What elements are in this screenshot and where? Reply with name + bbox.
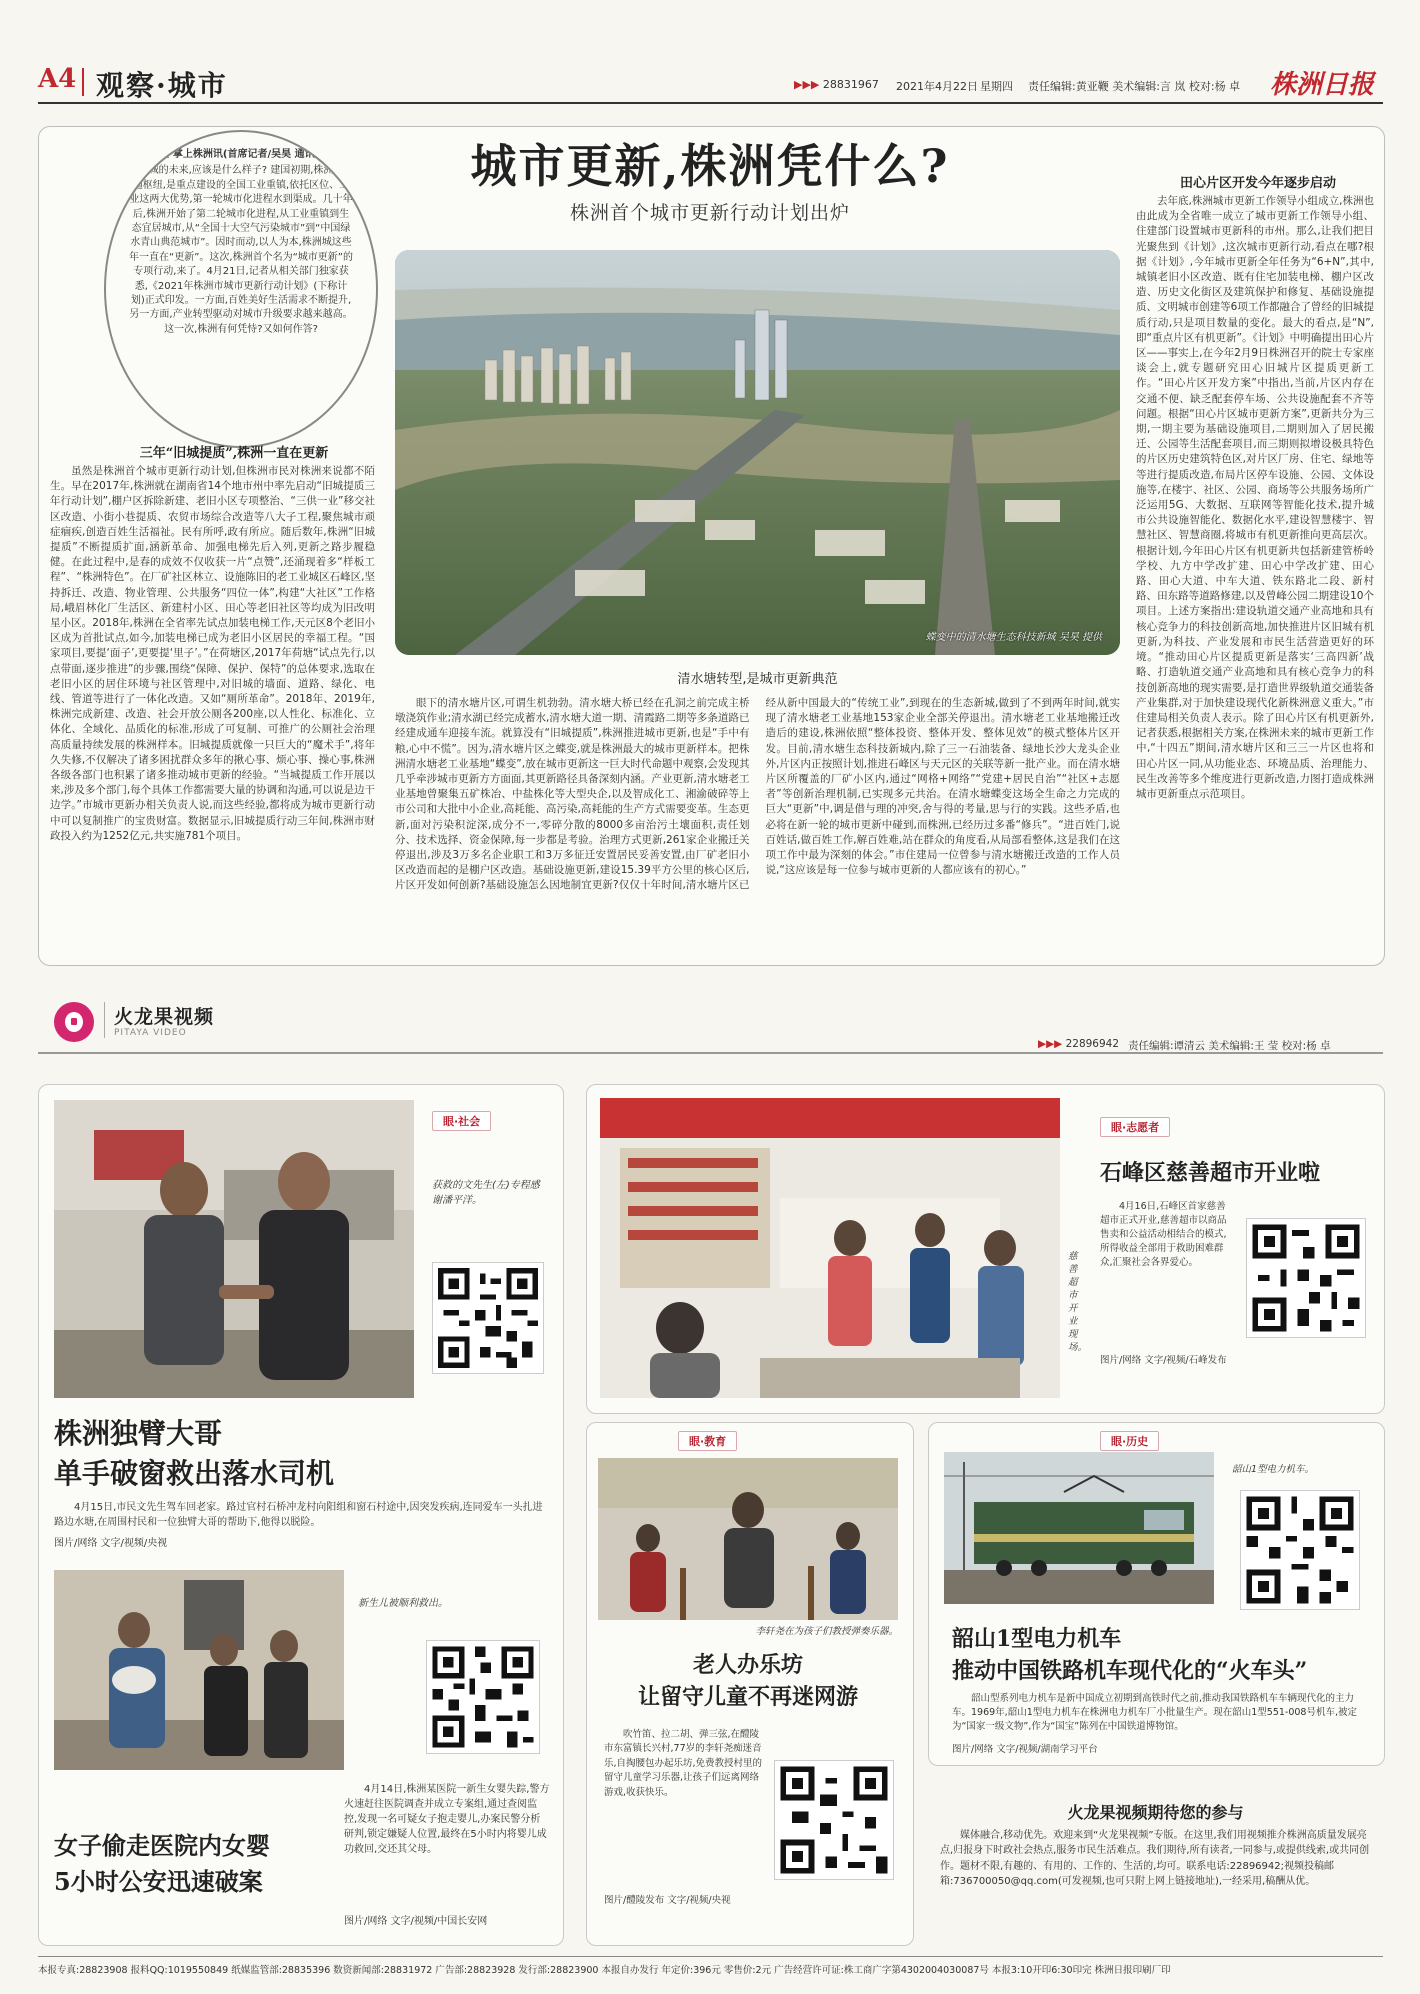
story5-credit: 图片/网络 文字/视频/中国长安网 (344, 1916, 488, 1927)
page-code: A4 (38, 64, 77, 94)
story4-credit: 图片/网络 文字/视频/湖南学习平台 (952, 1744, 1098, 1755)
story2-headline: 石峰区慈善超市开业啦 (1100, 1160, 1321, 1186)
header-rule (38, 102, 1383, 104)
paper-logo: 株洲日报 (1270, 70, 1375, 100)
lead-text: 株洲城的未来,应该是什么样子? 建国初期,株洲是交通枢纽,是重点建设的全国工业重镇,依托区位、工业这两大优势,第一轮城市化进程水到渠成。几十年后,株洲开始了第二轮城市化进程,从工业重镇到生态宜居城市,从“全国十大空气污染城市”到“中国绿水青山典范城市”。因时而动,以人为本,株洲城这些年一直在“更新”。这次,株洲首个名为“城市更新”的专项行动,来了。4月21日,记者从相关部门独家获悉,《2021年株洲市城市更新行动计划》(下称计划)正式印发。一方面,百姓美好生活需求不断提升,另一方面,产业转型驱动对城市升级要求越来越高。这一次,株洲有何凭恃?又如何作答? (128, 165, 354, 335)
pitaya-phone: ▶▶▶ 22896942 (1038, 1038, 1120, 1050)
story3-qr-code[interactable] (774, 1760, 894, 1880)
story5-headline1: 女子偷走医院内女婴 (54, 1831, 270, 1860)
triple-arrow-icon: ▶▶▶ (794, 78, 820, 91)
header-editors: 责任编辑:黄亚鞭 美术编辑:言 岚 校对:杨 卓 (1028, 80, 1241, 93)
story4-body: 韶山型系列电力机车是新中国成立初期到高铁时代之前,推动我国铁路机车车辆现代化的主力车。1969年,韶山1型电力机车在株洲电力机车厂小批量生产。现在韶山1型551-008号机车,被定为“国家一级文物”,作为“国宝”陈列在中国铁道博物馆。 (952, 1693, 1357, 1732)
pitaya-editors: 责任编辑:谭清云 美术编辑:王 莹 校对:杨 卓 (1128, 1040, 1331, 1052)
story4-qr-code[interactable] (1240, 1490, 1360, 1610)
story1-tag: 眼·社会 (432, 1110, 491, 1131)
story4-tag: 眼·历史 (1100, 1430, 1159, 1451)
section-title: 观察·城市 (96, 69, 228, 102)
story2-body: 4月16日,石峰区首家慈善超市正式开业,慈善超市以商品售卖和公益活动相结合的模式,所得收益全部用于救助困难群众,汇聚社会各界爱心。 (1100, 1201, 1227, 1268)
lead-circle (104, 130, 378, 448)
section2-title: 田心片区开发今年逐步启动 (1179, 176, 1336, 191)
page-header (38, 60, 1383, 106)
story3-body: 吹竹笛、拉二胡、弹三弦,在醴陵市东富镇长兴村,77岁的李轩尧痴迷音乐,自掏腰包办起乐坊,免费教授村里的留守儿童学习乐器,让孩子们远离网络游戏,收获快乐。 (604, 1729, 763, 1798)
story1-body: 4月15日,市民文先生驾车回老家。路过官村石桥冲龙村向阳组和窗石村途中,因突发疾病,连同爱车一头扎进路边水塘,在周围村民和一位独臂大哥的帮助下,他得以脱险。 (54, 1502, 543, 1528)
pitaya-brand-en: PITAYA VIDEO (114, 1028, 187, 1038)
pitaya-rule (38, 1052, 1383, 1054)
story2-credit: 图片/网络 文字/视频/石峰发布 (1100, 1355, 1227, 1366)
header-weekday: 星期四 (980, 80, 1013, 93)
footer-info: 本报专真:28823908 报料QQ:1019550849 纸媒监管部:28835396 数资新闻部:28831972 广告部:28823928 发行部:28823900 本报自办发行 年定价:396元 零售价:2元 广告经营许可证:株工商广字第4302004030087号 本报3:10开印6:30印完 株洲日报印刷厂印 (38, 1965, 1171, 1976)
story2-photo (600, 1098, 1060, 1398)
story5-body: 4月14日,株洲某医院一新生女婴失踪,警方火速赶往医院调查并成立专案组,通过查阅监控,发现一名可疑女子抱走婴儿,办案民警分析研判,锁定嫌疑人位置,最终在5小时内将婴儿成功救回,交还其父母。 (344, 1784, 550, 1855)
story1-qr-code[interactable] (432, 1262, 544, 1374)
story1-photo-caption: 获救的文先生(左)专程感谢潘平洋。 (432, 1180, 540, 1206)
section1-title: 三年“旧城提质”,株洲一直在更新 (139, 446, 329, 461)
header-date: 2021年4月22日 (896, 80, 978, 93)
story3-tag: 眼·教育 (678, 1430, 737, 1451)
photo-caption: 清水塘转型,是城市更新典范 (677, 672, 838, 687)
story2-photo-caption: 慈善超市开业现场。 (1068, 1251, 1088, 1353)
city-aerial-photo (395, 250, 1120, 655)
section1-text: 虽然是株洲首个城市更新行动计划,但株洲市民对株洲来说都不陌生。早在2017年,株洲就在湖南省14个地市州中率先启动“旧城提质三年行动计划”,棚户区拆除新建、老旧小区专项整治、“三供一业”移交社区改造、小街小巷提质、农贸市场综合改造等八大子工程,聚焦城市顽症痼疾,创造百姓生活福祉。民有所呼,政有所应。随后数年,株洲“旧城提质”不断提质扩面,涵新革命、加强电梯先后入列,更新之路步履稳健。在此过程中,是春的成效不仅收获一片“点赞”,还涌现着多“样板工程”、“株洲特色”。在厂矿社区林立、设施陈旧的老工业城区石峰区,坚持拆迁、改造、物业管理、公共服务“四位一体”,构建“大社区”工作格局,峨眉林化厂生活区、新建村小区、田心等老旧社区等均成为旧改明星小区。2018年,株洲在全省率先试点加装电梯工作,天元区8个老旧小区成为首批试点,如今,加装电梯已成为老旧小区居民的幸福工程。“国家项目,要提‘面子’,更要提‘里子’。”在荷塘区,2017年荷塘“试点先行,以点带面,逐步推进”的步骤,围绕“保障、保护、保特”的总体要求,选取在老旧小区的居住环境与社区管理中,对旧城的墙面、道路、绿化、电线、管道等进行了一体化改造。又如“厕所革命”。2018年、2019年,株洲完成新建、改造、社会开放公厕各200座,以人性化、标准化、立体化、全域化、品质化的标准,形成了可复制、可推广的公厕社会治理高质量持续发展的株洲样本。旧城提质就像一只巨大的“魔术手”,将年久失修,不仅解决了诸多困扰群众多年的揪心事、烦心事、操心事,株洲各级各部门也积累了诸多推动城市更新的经验。“当城提质工作开展以来,涉及多个部门,每个具体工作都需要大量的协调和沟通,可以说是边干边学。”市城市更新办相关负责人说,而这些经验,都将成为城市更新行动中可以复制推广的宝贵财富。数据显示,旧城提质行动三年间,株洲市财政投入约为1252亿元,共实施781个项目。 (50, 465, 375, 842)
story4-photo-caption: 韶山1型电力机车。 (1232, 1464, 1315, 1475)
article-title: 城市更新,株洲凭什么? (470, 139, 950, 193)
story5-headline2: 5小时公安迅速破案 (54, 1867, 263, 1896)
footer-rule (38, 1956, 1383, 1957)
story3-photo-caption: 李轩尧在为孩子们教授弹奏乐器。 (755, 1626, 898, 1637)
story5-photo-caption: 新生儿被顺利救出。 (358, 1598, 448, 1609)
invite-body: 媒体融合,移动优先。欢迎来到“火龙果视频”专版。在这里,我们用视频推介株洲高质量发展亮点,归报身下时政社会热点,服务市民生活难点。我们期待,所有读者,一同参与,或提供线索,或共同创作。题材不限,有趣的、有用的、工作的、生活的,均可。联系电话:22896942;视频投稿邮箱:736700050@qq.com(可发视频,也可只附上网上链接地址),一经采用,稿酬从优。 (940, 1830, 1370, 1888)
story3-photo (598, 1458, 898, 1620)
mid-column-text: 眼下的清水塘片区,可谓生机勃勃。清水塘大桥已经在孔洞之前完成主桥墩浇筑作业;清水湖已经完成蓄水,清水塘大道一期、清霞路二期等多条道路已经建成通车迎接车流。就算没有“旧城提质”,株洲推进城市更新,也是“手中有粮,心中不慌”。因为,清水塘片区之蝶变,就是株洲最大的城市更新样本。把株洲清水塘老工业基地“蝶变”,放在城市更新这一巨大时代命题中观察,会发现其几乎牵涉城市更新方方面面,其更新路径具备深刻内涵。产业更新,清水塘老工业基地曾聚集五矿株冶、中盐株化等大型央企,以及智成化工、湘渝破碎等上市公司和大批中小企业,高耗能、高污染,高耗能的生产方式需要变革。生态更新,面对污染积淀深,成分不一,零碎分散的8000多亩治污土壤面积,责任划分、技术选择、资金保障,每一步都是考验。治理方式更新,261家企业搬迁关停退出,涉及3万多名企业职工和3万多征迁安置居民妥善安置,由厂矿老旧小区改造而起的是棚户区改造。基础设施更新,建设15.39平方公里的核心区后,片区开发如何创新?基础设施怎么因地制宜更新?仅仅十年时间,清水塘片区已经从新中国最大的“传统工业”,到现在的生态新城,做到了不到两年时间,就实现了清水塘老工业基地153家企业全部关停退出。清水塘老工业基地搬迁改造后的建设,株洲依照“整体投资、整体开发、整体见效”的模式整体片区开发。目前,清水塘生态科技新城内,除了三一石油装备、绿地长沙大龙头企业外,片区内正按照计划,推进石峰区与天元区的关联等新一批产业。而在清水塘片区所覆盖的厂矿小区内,通过“网格+网络”“党建+居民自治”“社区+志愿者”等创新治理机制,已实现多元共治。在清水塘蝶变这场全生命之力完成的巨大“更新”中,调是借与理的冲突,舍与得的考量,思与行的实践。这些矛盾,也必将在新一轮的城市更新中碰到,而株洲,已经历过多番“修兵”。“进百姓门,说百姓话,做百姓工作,解百姓难,站在群众的角度看,从局部看整体,这是我们在这项工作中最为深刻的体会。”市住建局一位曾参与清水塘搬迁改造的工作人员说,“这应该是每一位参与城市更新的人都应该有的初心。” (395, 697, 1120, 892)
story4-headline1: 韶山1型电力机车 (952, 1626, 1122, 1652)
story3-credit: 图片/醴陵发布 文字/视频/央视 (604, 1895, 731, 1906)
pitaya-header (38, 994, 1383, 1054)
story1-headline1: 株洲独臂大哥 (54, 1417, 223, 1450)
photo-credit: 蝶变中的清水塘生态科技新城 吴昊 提供 (925, 632, 1102, 643)
invite-title: 火龙果视频期待您的参与 (1067, 1803, 1244, 1822)
article-subtitle: 株洲首个城市更新行动计划出炉 (569, 202, 850, 224)
section2-text: 去年底,株洲城市更新工作领导小组成立,株洲也由此成为全省唯一成立了城市更新工作领导小组、住建部门设置城市更新科的市州。那么,让我们把目光聚焦到《计划》,这次城市更新行动,看点在哪?根据《计划》,今年城市更新全年任务为“6+N”,其中,城镇老旧小区改造、既有住宅加装电梯、棚户区改造、历史文化街区及建筑保护和修复、基础设施提质、文明城市创建等6项工作都融合了曾经的旧城提质行动,只是项目数量的变化。最大的看点,是“N”,即“重点片区有机更新”。《计划》中明确提出田心片区——事实上,在今年2月9日株洲召开的院士专家座谈会上,就专题研究田心旧城片区提质更新工作。“田心片区开发方案”中指出,当前,片区内存在交通不便、缺乏配套停车场、公共设施配套不齐等问题。根据“田心片区城市更新方案”,更新共分为三期,一期主要为基础设施项目,二期则加入了居民搬迁、公园等生活配套项目,而三期则拟增设极具特色的片区历史建筑特色区,对片区厂房、住宅、绿地等等进行提质改造,布局片区停车设施、公园、文体设施等,在楼宇、社区、公园、商场等公共服务场所广泛运用5G、大数据、互联网等智能化技术,提升城市公共设施智能化、数据化水平,建设智慧楼宇、智慧社区、智慧商圈,将城市有机更新推向更高层次。根据计划,今年田心片区有机更新共包括新建管桥岭学校、九方中学改扩建、田心中学改扩建、田心路、田心大道、中车大道、铁东路北二段、新村路、田东路等道路修建,以及曾峰公园二期建设10个项目。上述方案指出:建设轨道交通产业高地和具有核心竞争力的科技创新高地,加快推进片区旧城有机更新,为科技、产业发展和市民生活营造更好的环境。“推动田心片区提质更新是落实‘三高四新’战略、打造轨道交通产业高地和具有核心竞争力的科技创新高地的现实需要,是打造世界级轨道交通装备产业集群,对于加快建设现代化新株洲意义重大。”市住建局相关负责人表示。除了田心片区有机更新外,记者获悉,根据相关方案,在株洲未来的城市更新工作中,“十四五”期间,清水塘片区和三三一片区也将和田心片区一同,从功能业态、环境品质、治理能力、民生改善等多个维度进行更新改造,力图打造成株洲城市更新重点示范项目。 (1136, 195, 1374, 800)
story3-headline2: 让留守儿童不再迷网游 (637, 1684, 858, 1710)
story3-headline1: 老人办乐坊 (692, 1652, 803, 1678)
pitaya-logo-icon (54, 1002, 94, 1042)
story4-photo (944, 1452, 1214, 1604)
story5-photo (54, 1570, 344, 1770)
story4-headline2: 推动中国铁路机车现代化的“火车头” (952, 1658, 1308, 1684)
page-code-divider (82, 68, 84, 96)
story5-qr-code[interactable] (426, 1640, 540, 1754)
story2-qr-code[interactable] (1246, 1218, 1366, 1338)
pitaya-divider (104, 1002, 105, 1038)
story2-tag: 眼·志愿者 (1100, 1116, 1170, 1137)
lead-byline: 株洲日报·掌上株洲讯(首席记者/吴昊 通讯员/代璐) (129, 149, 353, 160)
triple-arrow-icon: ▶▶▶ (1038, 1038, 1063, 1050)
story1-headline2: 单手破窗救出落水司机 (54, 1457, 335, 1490)
pitaya-brand: 火龙果视频 (114, 1006, 215, 1028)
story1-photo (54, 1100, 414, 1398)
story1-credit: 图片/网络 文字/视频/央视 (54, 1538, 168, 1549)
header-phone: ▶▶▶ 28831967 (794, 78, 879, 91)
